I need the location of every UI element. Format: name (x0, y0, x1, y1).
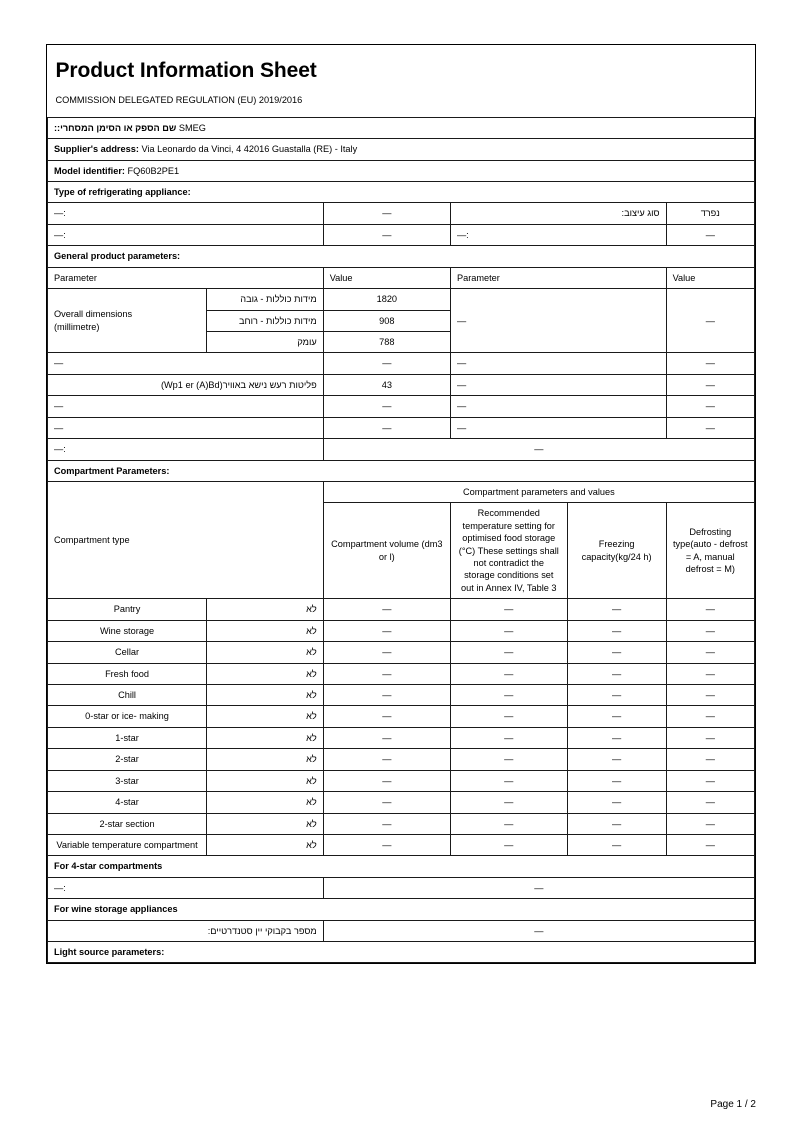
compartment-freezing: — (567, 642, 666, 663)
compartment-temperature: — (450, 685, 567, 706)
model-identifier-label: Model identifier: (54, 165, 125, 176)
compartment-freezing: — (567, 599, 666, 620)
compartment-volume-header: Compartment volume (dm3 or l) (323, 503, 450, 599)
compartment-freezing: — (567, 770, 666, 791)
compartment-present: לא (207, 749, 324, 770)
noise-emissions-label: פליטות רעש נישא באוויר(dB(A) re 1pW) (48, 374, 324, 395)
compartment-defrost: — (666, 706, 754, 727)
compartment-defrost: — (666, 792, 754, 813)
general-parameter-row (48, 396, 755, 417)
overall-dimensions-label-line1: Overall dimensions (54, 309, 133, 320)
general-parameter-name: — (48, 417, 324, 438)
table-row (48, 834, 755, 855)
compartment-temperature: — (450, 770, 567, 791)
general-parameter-value-2: — (666, 396, 754, 417)
compartment-type: Pantry (48, 599, 207, 620)
appliance-type-value-1: — (323, 203, 450, 224)
appliance-type-section-label: Type of refrigerating appliance: (48, 182, 755, 203)
compartment-volume: — (323, 599, 450, 620)
dimension-value-width: 908 (323, 310, 450, 331)
compartment-temperature: — (450, 727, 567, 748)
general-header-parameter-2: Parameter (450, 267, 666, 288)
compartment-type: Chill (48, 685, 207, 706)
four-star-section-row (48, 856, 755, 877)
compartment-volume: — (323, 792, 450, 813)
compartment-freezing-header: Freezing capacity(kg/24 h) (567, 503, 666, 599)
four-star-row-label: —: (48, 877, 324, 898)
compartment-type: 4-star (48, 792, 207, 813)
general-full-row-value: — (323, 439, 754, 460)
model-identifier-cell (48, 160, 755, 181)
general-right-value: — (666, 289, 754, 353)
model-identifier-row (48, 160, 755, 181)
general-full-row (48, 439, 755, 460)
appliance-type-value-4: — (666, 224, 754, 245)
compartment-temperature: — (450, 663, 567, 684)
four-star-section-label: For 4-star compartments (48, 856, 755, 877)
compartment-defrost-header: Defrosting type(auto - defrost = A, manual defrost = M) (666, 503, 754, 599)
appliance-type-param-3: —: (48, 224, 324, 245)
compartment-present: לא (207, 706, 324, 727)
general-section-row (48, 246, 755, 267)
compartment-freezing: — (567, 813, 666, 834)
compartment-freezing: — (567, 685, 666, 706)
compartment-freezing: — (567, 834, 666, 855)
appliance-type-row (48, 203, 755, 224)
compartment-defrost: — (666, 770, 754, 791)
compartment-defrost: — (666, 685, 754, 706)
compartment-volume: — (323, 663, 450, 684)
page-footer: Page 1 / 2 (710, 1099, 756, 1110)
light-source-section-row (48, 942, 755, 963)
compartment-type: 1-star (48, 727, 207, 748)
compartment-volume: — (323, 770, 450, 791)
supplier-address-row (48, 139, 755, 160)
wine-bottles-value: — (323, 920, 754, 941)
appliance-type-value-2: נפרד (666, 203, 754, 224)
supplier-name-cell (48, 117, 755, 138)
compartment-type: Variable temperature compartment (48, 834, 207, 855)
overall-dimensions-label (48, 289, 207, 353)
general-full-row-label: —: (48, 439, 324, 460)
compartment-defrost: — (666, 727, 754, 748)
compartment-volume: — (323, 749, 450, 770)
general-parameter-row (48, 374, 755, 395)
dimension-value-depth: 788 (323, 331, 450, 352)
general-parameter-value: — (323, 417, 450, 438)
general-parameter-row (48, 417, 755, 438)
table-row (48, 685, 755, 706)
table-row (48, 620, 755, 641)
product-information-sheet (46, 44, 756, 964)
compartment-defrost: — (666, 663, 754, 684)
appliance-type-param-2: סוג עיצוב: (450, 203, 666, 224)
compartment-type: Fresh food (48, 663, 207, 684)
dimension-name-width: מידות כוללות - רוחב (207, 310, 324, 331)
general-parameter-value-2: — (666, 353, 754, 374)
compartment-present: לא (207, 727, 324, 748)
compartment-type: 3-star (48, 770, 207, 791)
compartment-group-header-row (48, 481, 755, 502)
compartment-defrost: — (666, 620, 754, 641)
overall-dimensions-label-line2: (millimetre) (54, 321, 100, 332)
general-right-parameter: — (450, 289, 666, 353)
compartment-present: לא (207, 770, 324, 791)
compartment-freezing: — (567, 706, 666, 727)
appliance-type-value-3: — (323, 224, 450, 245)
compartment-temperature: — (450, 599, 567, 620)
general-header-value-1: Value (323, 267, 450, 288)
general-parameter-name: — (48, 353, 324, 374)
compartment-section-row (48, 460, 755, 481)
supplier-name-label: שם הספק או הסימן המסחרי:: (54, 122, 177, 133)
general-header-parameter-1: Parameter (48, 267, 324, 288)
noise-emissions-value: 43 (323, 374, 450, 395)
compartment-volume: — (323, 727, 450, 748)
compartment-present: לא (207, 813, 324, 834)
dimension-name-depth: עומק (207, 331, 324, 352)
general-parameter-name-2: — (450, 396, 666, 417)
compartment-group-header: Compartment parameters and values (323, 481, 754, 502)
compartment-temperature: — (450, 706, 567, 727)
compartment-freezing: — (567, 620, 666, 641)
table-row (48, 663, 755, 684)
compartment-present: לא (207, 792, 324, 813)
page-title: Product Information Sheet (55, 59, 317, 82)
wine-storage-section-label: For wine storage appliances (48, 899, 755, 920)
compartment-defrost: — (666, 749, 754, 770)
compartment-freezing: — (567, 727, 666, 748)
appliance-type-row (48, 224, 755, 245)
appliance-type-section-row (48, 182, 755, 203)
general-parameter-value: — (323, 353, 450, 374)
compartment-temperature: — (450, 813, 567, 834)
wine-storage-section-row (48, 899, 755, 920)
compartment-type: Cellar (48, 642, 207, 663)
table-row (48, 706, 755, 727)
appliance-type-param-4: —: (450, 224, 666, 245)
table-row (48, 770, 755, 791)
general-parameter-name-2: — (450, 353, 666, 374)
table-row (48, 727, 755, 748)
wine-bottles-label: מספר בקבוקי יין סטנדרטיים: (48, 920, 324, 941)
compartment-present: לא (207, 834, 324, 855)
compartment-volume: — (323, 685, 450, 706)
compartment-type: Wine storage (48, 620, 207, 641)
compartment-temperature: — (450, 749, 567, 770)
overall-dimensions-row (48, 289, 755, 310)
general-parameter-row (48, 353, 755, 374)
table-row (48, 813, 755, 834)
compartment-present: לא (207, 663, 324, 684)
compartment-temperature: — (450, 834, 567, 855)
table-row (48, 749, 755, 770)
general-parameter-name-2: — (450, 374, 666, 395)
general-parameter-value-2: — (666, 374, 754, 395)
compartment-freezing: — (567, 663, 666, 684)
compartment-temperature: — (450, 792, 567, 813)
compartment-defrost: — (666, 813, 754, 834)
table-row (48, 642, 755, 663)
compartment-volume: — (323, 706, 450, 727)
four-star-row (48, 877, 755, 898)
supplier-address-cell (48, 139, 755, 160)
title-row (48, 45, 755, 117)
regulation-subtitle: COMMISSION DELEGATED REGULATION (EU) 2019/2016 (55, 95, 303, 106)
compartment-defrost: — (666, 642, 754, 663)
general-parameter-name: — (48, 396, 324, 417)
light-source-section-label: Light source parameters: (48, 942, 755, 963)
general-parameter-value: — (323, 396, 450, 417)
compartment-temperature: — (450, 642, 567, 663)
compartment-section-label: Compartment Parameters: (48, 460, 755, 481)
dimension-name-height: מידות כוללות - גובה (207, 289, 324, 310)
compartment-defrost: — (666, 599, 754, 620)
wine-storage-row (48, 920, 755, 941)
table-row (48, 792, 755, 813)
supplier-address-label: Supplier's address: (54, 144, 139, 155)
compartment-freezing: — (567, 749, 666, 770)
title-cell (48, 45, 755, 117)
general-section-label: General product parameters: (48, 246, 755, 267)
general-header-row (48, 267, 755, 288)
compartment-present: לא (207, 642, 324, 663)
compartment-present: לא (207, 599, 324, 620)
compartment-volume: — (323, 834, 450, 855)
supplier-address-value: Via Leonardo da Vinci, 4 42016 Guastalla (RE) - Italy (141, 144, 358, 155)
compartment-present: לא (207, 685, 324, 706)
supplier-name-value: SMEG (178, 122, 206, 133)
general-parameter-value-2: — (666, 417, 754, 438)
compartment-temperature: — (450, 620, 567, 641)
compartment-type-header: Compartment type (48, 481, 324, 598)
compartment-type: 2-star (48, 749, 207, 770)
compartment-volume: — (323, 620, 450, 641)
compartment-temperature-header: Recommended temperature setting for optimised food storage (°C) These settings shall not contradict the storage conditions set out in Annex IV, Table 3 (450, 503, 567, 599)
table-row (48, 599, 755, 620)
dimension-value-height: 1820 (323, 289, 450, 310)
compartment-volume: — (323, 813, 450, 834)
general-header-value-2: Value (666, 267, 754, 288)
compartment-type: 0-star or ice- making (48, 706, 207, 727)
supplier-name-row (48, 117, 755, 138)
four-star-row-value: — (323, 877, 754, 898)
compartment-defrost: — (666, 834, 754, 855)
compartment-volume: — (323, 642, 450, 663)
compartment-present: לא (207, 620, 324, 641)
model-identifier-value: FQ60B2PE1 (127, 165, 180, 176)
general-parameter-name-2: — (450, 417, 666, 438)
appliance-type-param-1: —: (48, 203, 324, 224)
compartment-freezing: — (567, 792, 666, 813)
main-table (47, 45, 755, 963)
compartment-type: 2-star section (48, 813, 207, 834)
